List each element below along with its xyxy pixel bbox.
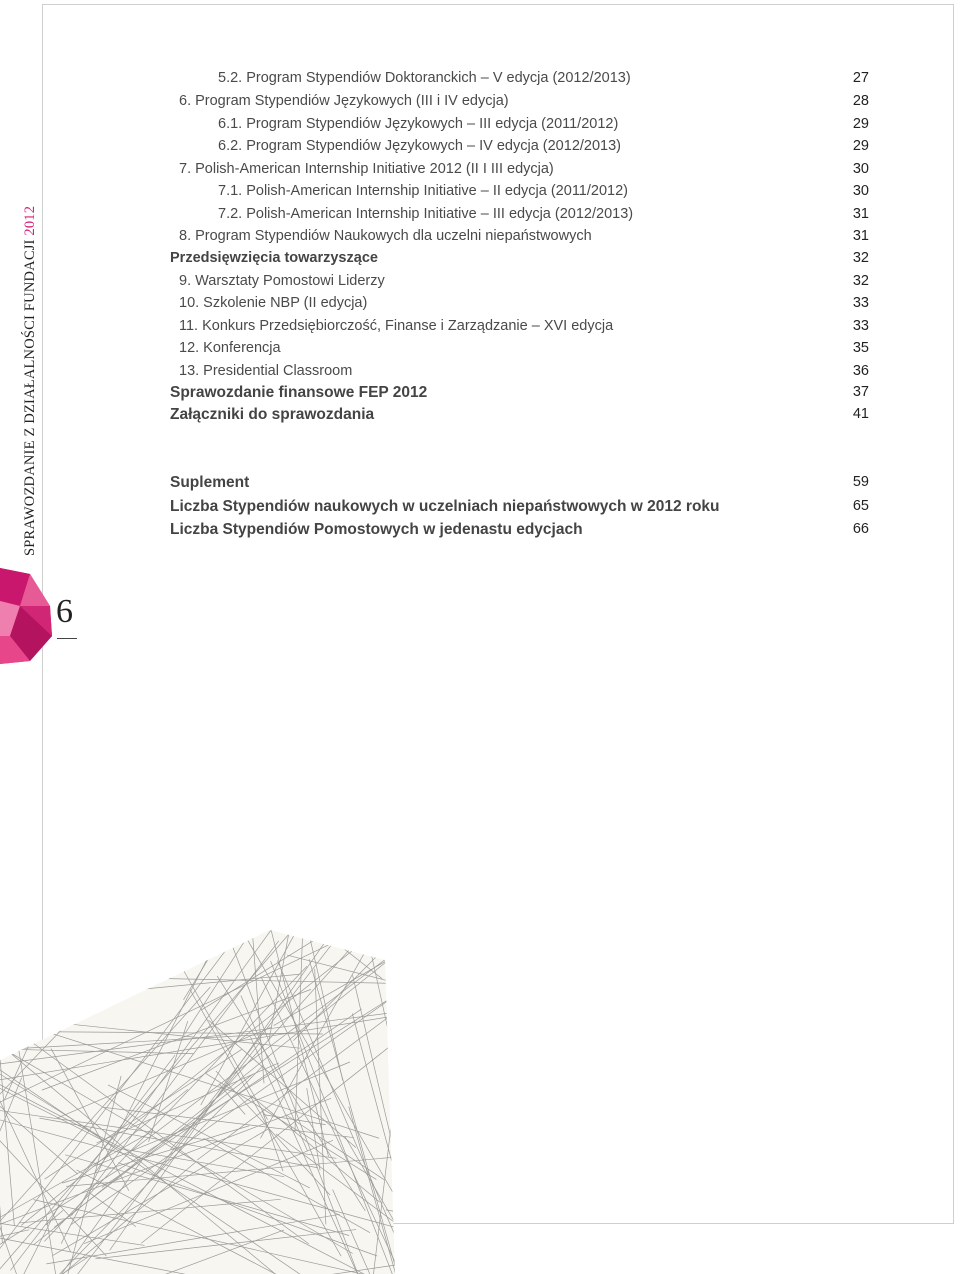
toc-entry[interactable]	[0, 138, 960, 160]
page-number-rule	[57, 638, 77, 639]
toc-entry-page: 41	[852, 406, 869, 422]
toc-entry-page: 31	[852, 228, 869, 244]
toc-entry-label: 5.2. Program Stypendiów Doktoranckich – V edycja (2012/2013)	[218, 70, 631, 86]
toc-entry-page: 28	[852, 93, 869, 109]
toc-entry-label: Sprawozdanie finansowe FEP 2012	[170, 384, 428, 401]
toc-entry-label: 11. Konkurs Przedsiębiorczość, Finanse i Zarządzanie – XVI edycja	[179, 318, 614, 334]
toc-entry-label: 6.1. Program Stypendiów Językowych – III edycja (2011/2012)	[218, 116, 619, 132]
toc-section-heading[interactable]	[0, 250, 960, 272]
toc-entry[interactable]	[0, 340, 960, 362]
decorative-line-art	[0, 930, 960, 1274]
toc-entry-page: 30	[852, 183, 869, 199]
toc-entry-label: 10. Szkolenie NBP (II edycja)	[179, 295, 368, 311]
toc-entry-label: Przedsięwzięcia towarzyszące	[170, 250, 378, 266]
toc-entry[interactable]	[0, 183, 960, 205]
side-title-year: 2012	[22, 205, 38, 236]
toc-entry-page: 35	[852, 340, 869, 356]
toc-entry-label: Liczba Stypendiów naukowych w uczelniach niepaństwowych w 2012 roku	[170, 498, 720, 515]
toc-entry[interactable]	[0, 318, 960, 340]
toc-entry-label: 6.2. Program Stypendiów Językowych – IV edycja (2012/2013)	[218, 138, 621, 154]
toc-entry[interactable]	[0, 273, 960, 295]
toc-section-heading[interactable]	[0, 498, 960, 520]
toc-section-heading[interactable]	[0, 406, 960, 428]
toc-entry[interactable]	[0, 161, 960, 183]
toc-entry-page: 65	[852, 498, 869, 514]
toc-section-heading[interactable]	[0, 521, 960, 543]
toc-entry-page: 29	[852, 116, 869, 132]
toc-entry[interactable]	[0, 363, 960, 385]
toc-entry[interactable]	[0, 93, 960, 115]
toc-entry-label: 13. Presidential Classroom	[179, 363, 353, 379]
toc-entry-page: 33	[852, 295, 869, 311]
toc-entry-page: 31	[852, 206, 869, 222]
decorative-polygon-blob	[0, 566, 60, 666]
toc-entry-page: 66	[852, 521, 869, 537]
toc-entry-label: Suplement	[170, 474, 250, 491]
toc-entry-label: 7.1. Polish-American Internship Initiative – II edycja (2011/2012)	[218, 183, 628, 199]
toc-entry-page: 36	[852, 363, 869, 379]
toc-entry-page: 27	[852, 70, 869, 86]
toc-entry-page: 59	[852, 474, 869, 490]
toc-entry-page: 33	[852, 318, 869, 334]
toc-section-heading[interactable]	[0, 384, 960, 406]
toc-entry[interactable]	[0, 228, 960, 250]
toc-entry-page: 29	[852, 138, 869, 154]
toc-entry[interactable]	[0, 295, 960, 317]
toc-entry-label: 6. Program Stypendiów Językowych (III i IV edycja)	[179, 93, 509, 109]
toc-entry-label: 7. Polish-American Internship Initiative 2012 (II I III edycja)	[179, 161, 554, 177]
toc-section-heading[interactable]	[0, 474, 960, 496]
side-title-text: SPRAWOZDANIE Z DZIAŁALNOŚCI FUNDACJI	[22, 235, 38, 556]
toc-entry-page: 37	[852, 384, 869, 400]
toc-entry-label: Załączniki do sprawozdania	[170, 406, 375, 423]
toc-entry[interactable]	[0, 206, 960, 228]
toc-entry[interactable]	[0, 70, 960, 92]
toc-entry-label: 9. Warsztaty Pomostowi Liderzy	[179, 273, 385, 289]
toc-entry-label: 7.2. Polish-American Internship Initiative – III edycja (2012/2013)	[218, 206, 634, 222]
page-number: 6	[56, 593, 73, 630]
toc-entry-label: 12. Konferencja	[179, 340, 281, 356]
toc-entry-label: Liczba Stypendiów Pomostowych w jedenastu edycjach	[170, 521, 583, 538]
toc-entry[interactable]	[0, 116, 960, 138]
toc-entry-page: 32	[852, 273, 869, 289]
toc-entry-label: 8. Program Stypendiów Naukowych dla uczelni niepaństwowych	[179, 228, 592, 244]
toc-entry-page: 32	[852, 250, 869, 266]
toc-entry-page: 30	[852, 161, 869, 177]
